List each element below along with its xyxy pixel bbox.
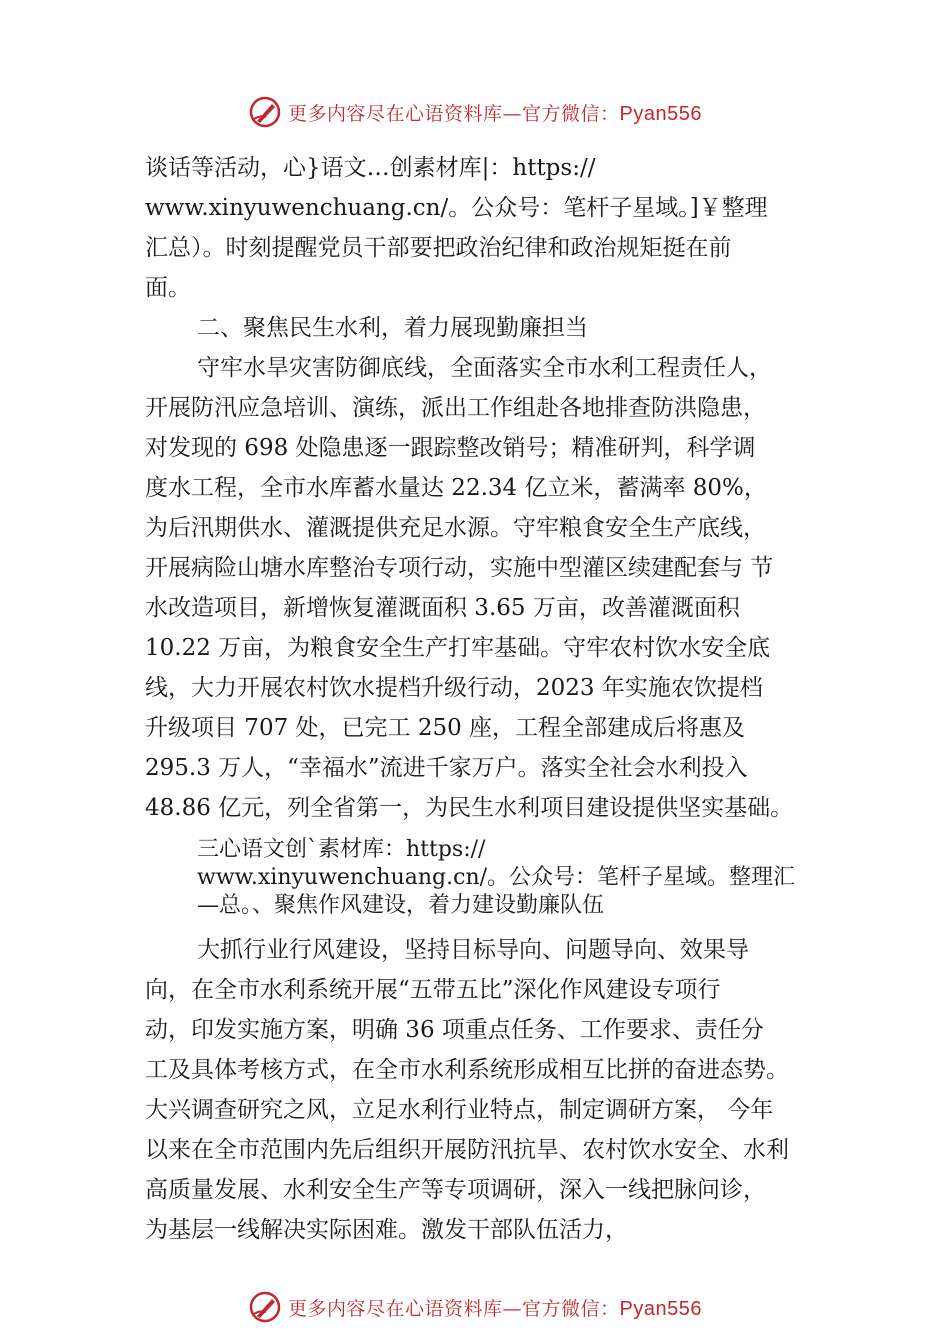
text-line: 线，大力开展农村饮水提档升级行动，2023 年实施农饮提档: [145, 675, 763, 701]
footer-watermark-text: 更多内容尽在心语资料库—官方微信：Pyan556: [288, 1297, 702, 1320]
text-line: 295.3 万人，“幸福水”流进千家万户。落实全社会水利投入: [145, 755, 748, 781]
text-line: 为后汛期供水、灌溉提供充足水源。守牢粮食安全生产底线，: [145, 515, 766, 541]
text-line: 守牢水旱灾害防御底线，全面落实全市水利工程责任人，: [197, 355, 772, 381]
section-heading-3-line: —总。、聚焦作风建设，着力建设勤廉队伍: [197, 893, 605, 918]
header-watermark-text: 更多内容尽在心语资料库—官方微信：Pyan556: [288, 102, 702, 125]
text-line: 汇总）。时刻提醒党员干部要把政治纪律和政治规矩挺在前: [145, 235, 732, 261]
footer-watermark-banner: [0, 1290, 950, 1324]
pen-logo-icon: [248, 95, 282, 129]
text-line: 大抓行业行风建设，坚持目标导向、问题导向、效果导: [197, 937, 749, 963]
section-heading-2: 二、聚焦民生水利，着力展现勤廉担当: [197, 315, 588, 341]
section-heading-3-line: www.xinyuwenchuang.cn/。公众号：笔杆子星域。整理汇: [197, 865, 796, 890]
text-line: 开展病险山塘水库整治专项行动，实施中型灌区续建配套与 节: [145, 555, 774, 581]
text-line: 以来在全市范围内先后组织开展防汛抗旱、农村饮水安全、水利: [145, 1137, 789, 1163]
text-line: 向，在全市水利系统开展“五带五比”深化作风建设专项行: [145, 977, 721, 1003]
text-line: 度水工程，全市水库蓄水量达 22.34 亿立米，蓄满率 80%，: [145, 475, 767, 501]
text-line: 10.22 万亩，为粮食安全生产打牢基础。守牢农村饮水安全底: [145, 635, 771, 661]
header-watermark-banner: [0, 95, 950, 129]
text-line: 谈话等活动，心}语文…创素材库|：https://: [145, 155, 596, 181]
text-line: 工及具体考核方式，在全市水利系统形成相互比拼的奋进态势。: [145, 1057, 789, 1083]
text-line: 动，印发实施方案，明确 36 项重点任务、工作要求、责任分: [145, 1017, 764, 1043]
pen-logo-icon: [248, 1290, 282, 1324]
text-line: 大兴调查研究之风，立足水利行业特点，制定调研方案， 今年: [145, 1097, 774, 1123]
text-line: 升级项目 707 处，已完工 250 座，工程全部建成后将惠及: [145, 715, 746, 741]
section-heading-3-line: 三心语文创`素材库：https://: [197, 837, 486, 862]
text-line: www.xinyuwenchuang.cn/。公众号：笔杆子星域。]￥整理: [145, 195, 768, 221]
text-line: 高质量发展、水利安全生产等专项调研，深入一线把脉问诊，: [145, 1177, 766, 1203]
text-line: 为基层一线解决实际困难。激发干部队伍活力，: [145, 1217, 628, 1243]
text-line: 对发现的 698 处隐患逐一跟踪整改销号；精准研判，科学调: [145, 435, 756, 461]
text-line: 开展防汛应急培训、演练，派出工作组赴各地排查防洪隐患，: [145, 395, 766, 421]
text-line: 面。: [145, 275, 191, 301]
text-line: 水改造项目，新增恢复灌溉面积 3.65 万亩，改善灌溉面积: [145, 595, 740, 621]
text-line: 48.86 亿元，列全省第一，为民生水利项目建设提供坚实基础。: [145, 795, 794, 821]
document-body: [145, 148, 835, 1250]
